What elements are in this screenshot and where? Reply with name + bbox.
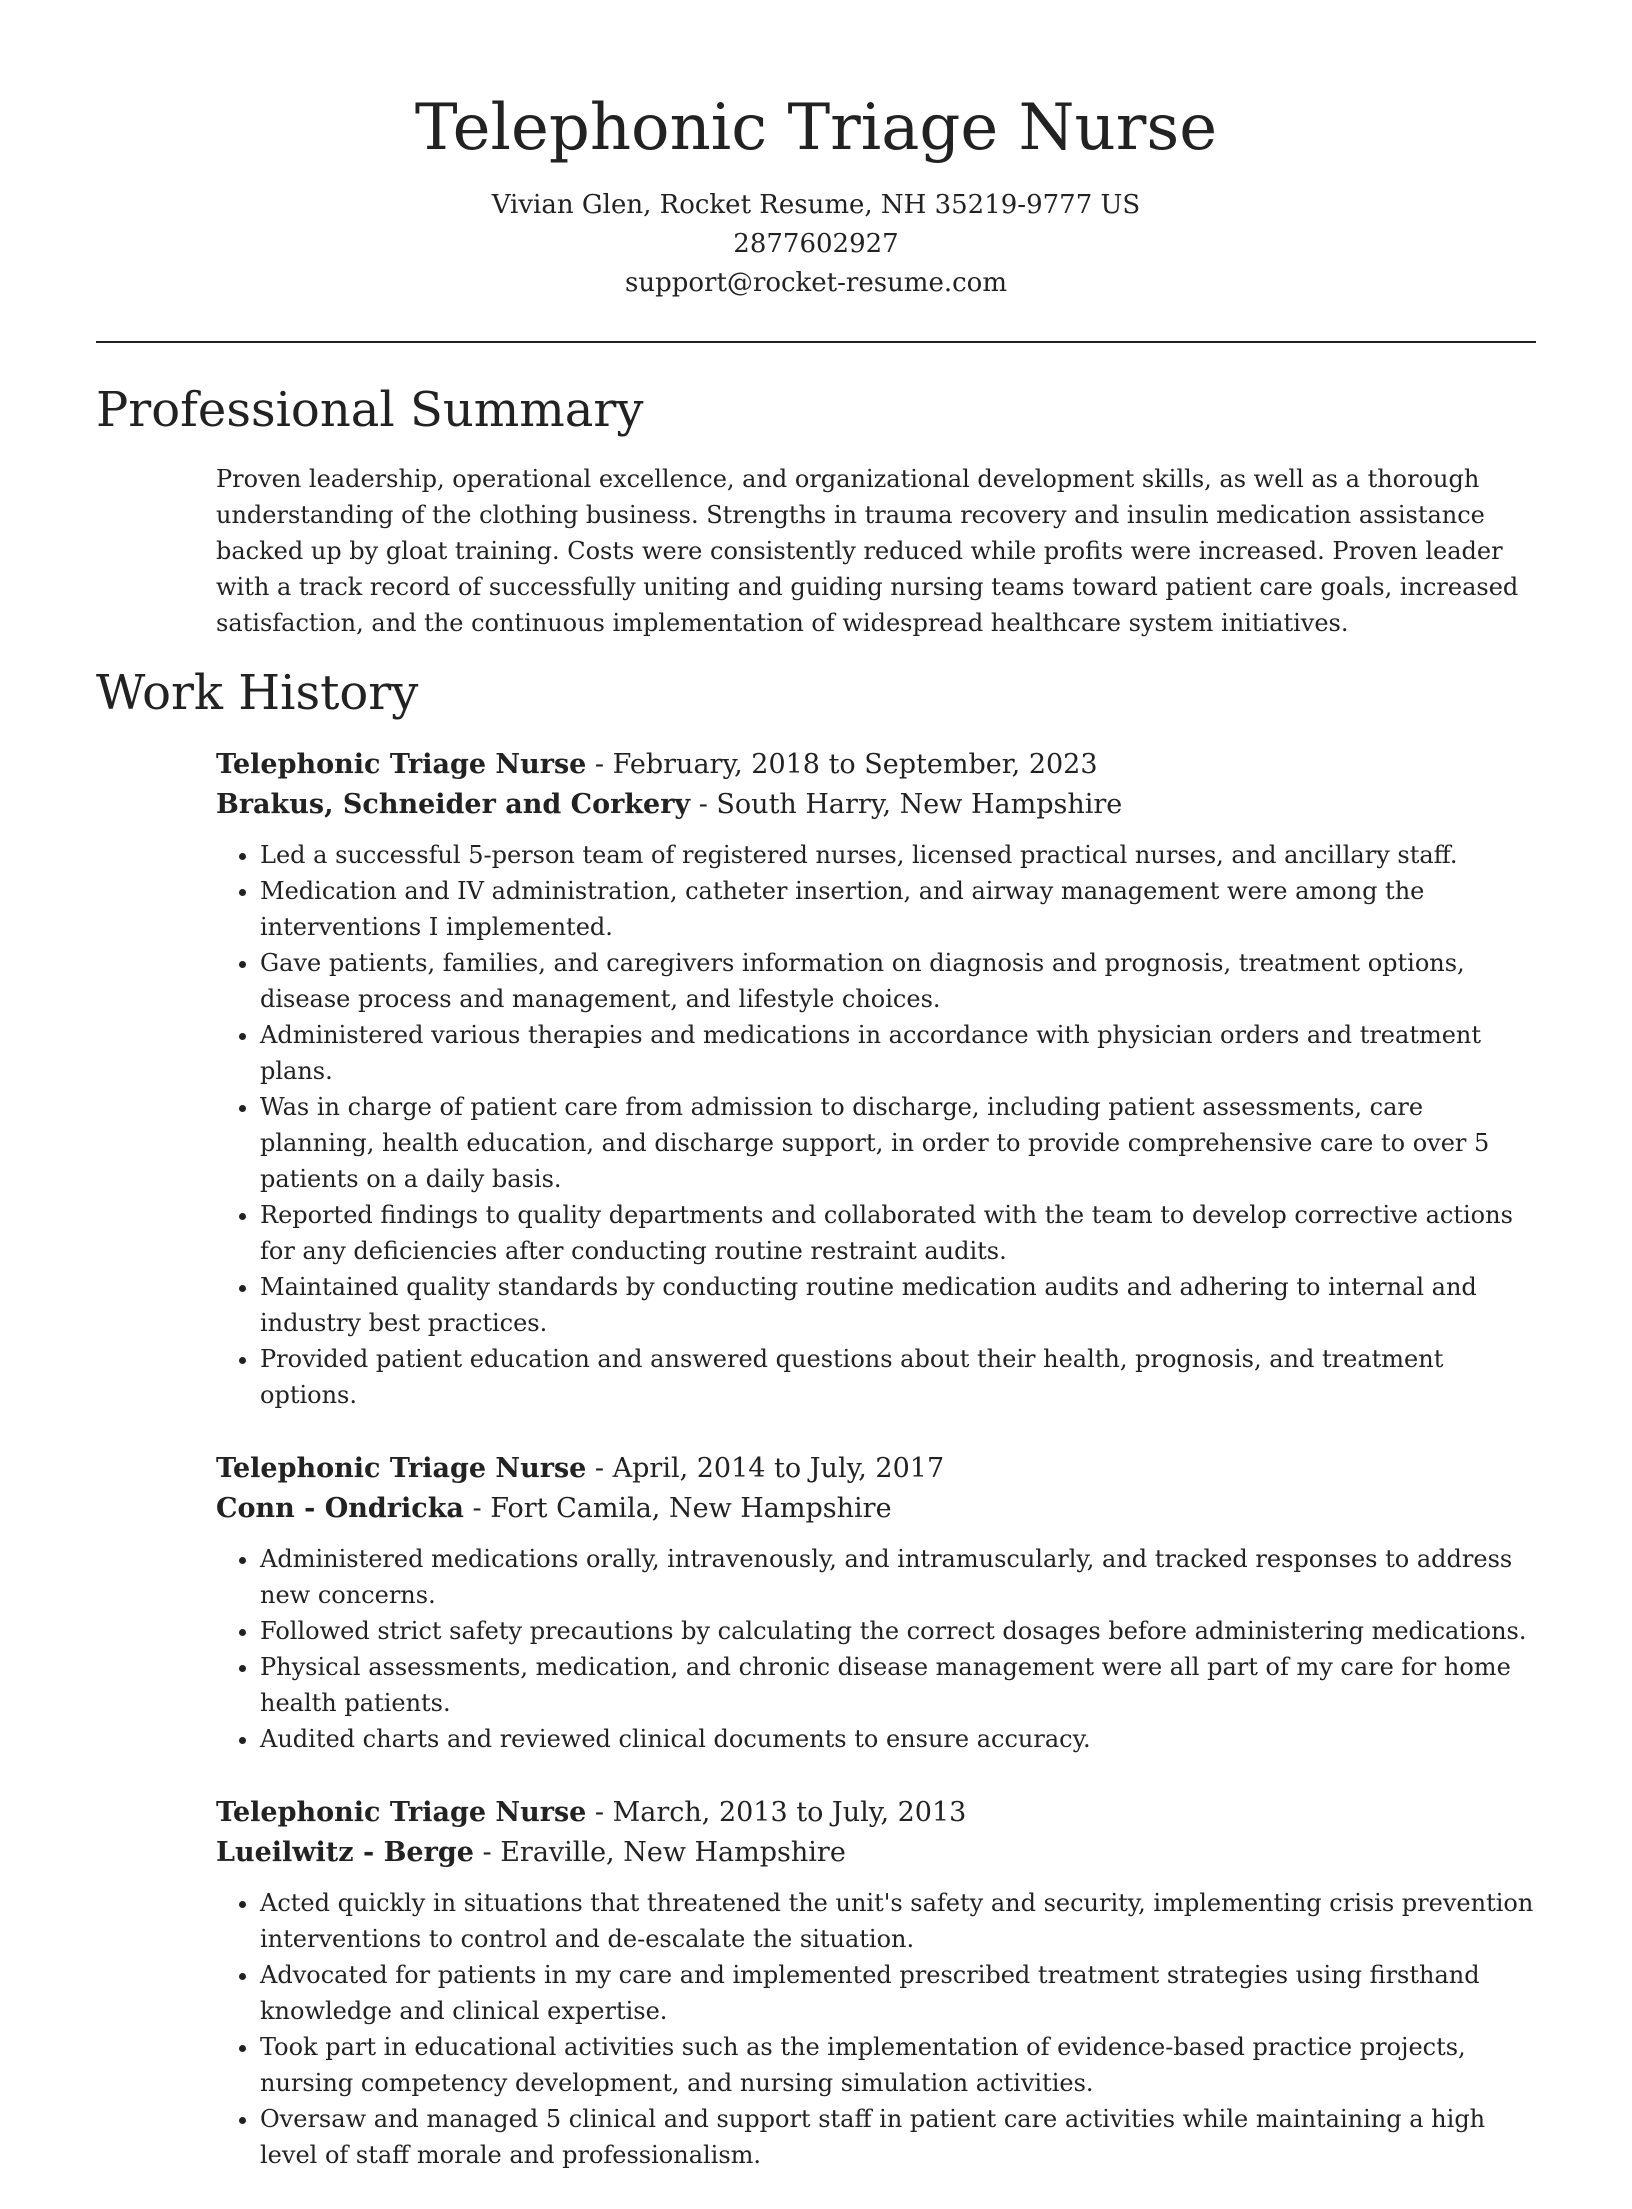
- job-location: Eraville, New Hampshire: [500, 1837, 846, 1868]
- job-bullets: [216, 1541, 1540, 1757]
- job-dates: March, 2013 to July, 2013: [612, 1797, 967, 1828]
- job-bullet: • Advocated for patients in my care and implemented prescribed treatment strategies using firsthand knowledge and clinical expertise.: [260, 1957, 1540, 2029]
- job-bullet: • Was in charge of patient care from admission to discharge, including patient assessments, care planning, health education, and discharge support, in order to provide comprehensive care to over 5 patients on a daily basis.: [260, 1089, 1540, 1197]
- job-company: Lueilwitz - Berge: [216, 1837, 474, 1868]
- job-bullet: • Gave patients, families, and caregivers information on diagnosis and prognosis, treatment options, disease process and management, and lifestyle choices.: [260, 945, 1540, 1017]
- job-location: Fort Camila, New Hampshire: [490, 1493, 892, 1524]
- job-bullet: • Maintained quality standards by conducting routine medication audits and adhering to internal and industry best practices.: [260, 1269, 1540, 1341]
- job-company-line: Conn - Ondricka - Fort Camila, New Hampshire: [216, 1493, 892, 1524]
- job-bullet: • Led a successful 5-person team of registered nurses, licensed practical nurses, and ancillary staff.: [260, 837, 1540, 873]
- job-bullets: [216, 837, 1540, 1413]
- contact-email: support@rocket-resume.com: [624, 268, 1007, 298]
- job-bullet: • Oversaw and managed 5 clinical and support staff in patient care activities while maintaining a high level of staff morale and professionalism.: [260, 2101, 1540, 2173]
- work-history-heading: Work History: [96, 665, 419, 721]
- contact-info: [0, 186, 1632, 303]
- job-bullet: • Provided patient education and answered questions about their health, prognosis, and treatment options.: [260, 1341, 1540, 1413]
- job-bullet: • Took part in educational activities such as the implementation of evidence-based practice projects, nursing competency development, and nursing simulation activities.: [260, 2029, 1540, 2101]
- job-entry: [216, 1449, 1540, 1757]
- job-company-line: Brakus, Schneider and Corkery - South Harry, New Hampshire: [216, 789, 1123, 820]
- job-entry: [216, 1793, 1540, 2173]
- job-bullet: • Administered medications orally, intravenously, and intramuscularly, and tracked responses to address new concerns.: [260, 1541, 1540, 1613]
- job-title-line: Telephonic Triage Nurse - February, 2018 to September, 2023: [216, 749, 1098, 780]
- job-bullet: • Administered various therapies and medications in accordance with physician orders and treatment plans.: [260, 1017, 1540, 1089]
- job-entry: [216, 745, 1540, 1413]
- job-dates: April, 2014 to July, 2017: [612, 1453, 945, 1484]
- job-title: Telephonic Triage Nurse: [216, 749, 587, 780]
- job-bullet: • Audited charts and reviewed clinical documents to ensure accuracy.: [260, 1721, 1540, 1757]
- job-title-line: Telephonic Triage Nurse - March, 2013 to July, 2013: [216, 1797, 967, 1828]
- job-bullet: • Reported findings to quality departments and collaborated with the team to develop corrective actions for any deficiencies after conducting routine restraint audits.: [260, 1197, 1540, 1269]
- job-location: South Harry, New Hampshire: [716, 789, 1123, 820]
- job-company: Conn - Ondricka: [216, 1493, 464, 1524]
- job-bullets: [216, 1885, 1540, 2173]
- job-title: Telephonic Triage Nurse: [216, 1797, 587, 1828]
- job-bullet: • Medication and IV administration, catheter insertion, and airway management were among the interventions I implemented.: [260, 873, 1540, 945]
- contact-address: Vivian Glen, Rocket Resume, NH 35219-9777 US: [491, 190, 1141, 220]
- header-divider: [96, 341, 1536, 343]
- job-company-line: Lueilwitz - Berge - Eraville, New Hampshire: [216, 1837, 846, 1868]
- summary-text: Proven leadership, operational excellence, and organizational development skills, as well as a thorough understanding of the clothing business. Strengths in trauma recovery and insulin medication assistance backed up by gloat training. Costs were consistently reduced while profits were increased. Proven leader with a track record of successfully uniting and guiding nursing teams toward patient care goals, increased satisfaction, and the continuous implementation of widespread healthcare system initiatives.: [216, 465, 1519, 637]
- resume-title: Telephonic Triage Nurse: [414, 91, 1218, 165]
- work-history-list: [216, 745, 1540, 2209]
- job-bullet: • Followed strict safety precautions by calculating the correct dosages before administering medications.: [260, 1613, 1540, 1649]
- contact-phone: 2877602927: [733, 229, 899, 259]
- job-bullet: • Acted quickly in situations that threatened the unit's safety and security, implementing crisis prevention interventions to control and de-escalate the situation.: [260, 1885, 1540, 1957]
- resume-header: [0, 84, 1632, 303]
- job-bullet: • Physical assessments, medication, and chronic disease management were all part of my care for home health patients.: [260, 1649, 1540, 1721]
- job-title-line: Telephonic Triage Nurse - April, 2014 to July, 2017: [216, 1453, 945, 1484]
- summary-heading: Professional Summary: [96, 382, 644, 438]
- job-company: Brakus, Schneider and Corkery: [216, 789, 691, 820]
- job-dates: February, 2018 to September, 2023: [612, 749, 1098, 780]
- job-title: Telephonic Triage Nurse: [216, 1453, 587, 1484]
